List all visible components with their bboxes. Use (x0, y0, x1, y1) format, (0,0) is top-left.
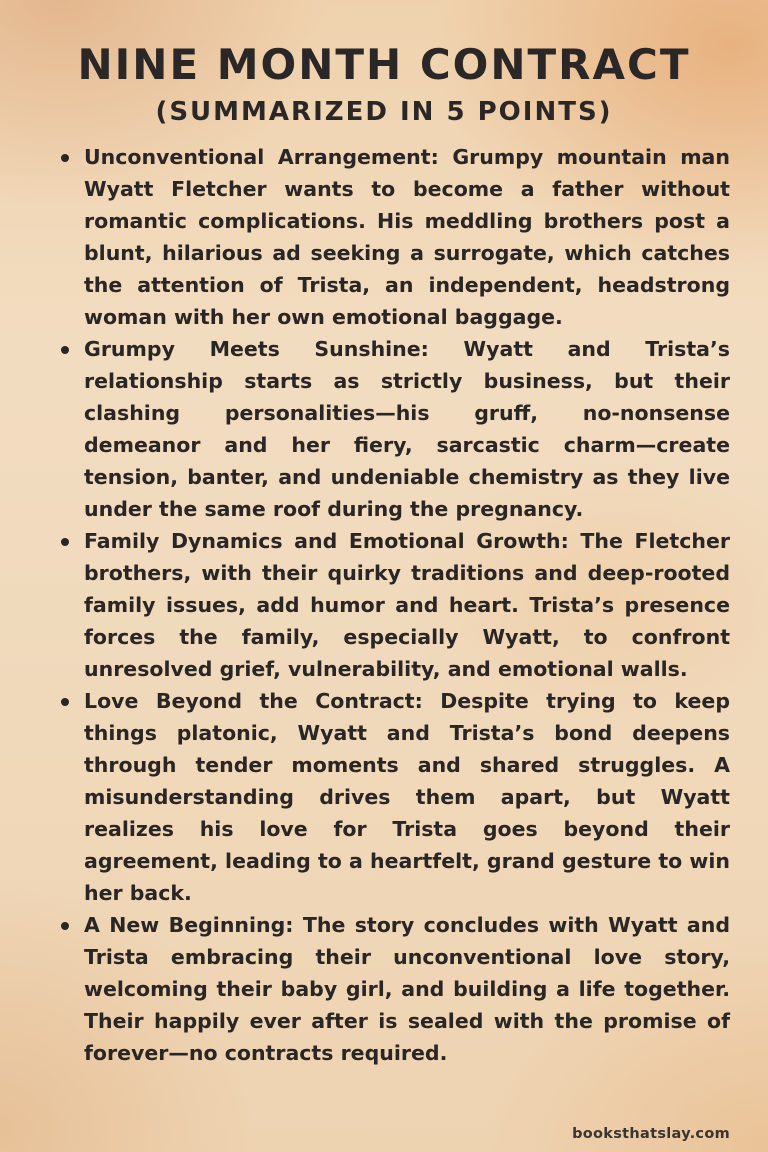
bullet-icon (61, 346, 69, 354)
summary-points-list (84, 141, 730, 1069)
summary-point-text: A New Beginning: The story concludes with Wyatt and Trista embracing their unconventional love story, welcoming their baby girl, and building a life together. Their happily ever after is sealed with the promise of forever—no contracts required. (84, 913, 730, 1065)
page-title: NINE MONTH CONTRACT (77, 40, 691, 89)
page-subtitle: (SUMMARIZED IN 5 POINTS) (155, 97, 613, 127)
summary-point-3 (84, 525, 730, 685)
bullet-icon (61, 698, 69, 706)
summary-point-text: Unconventional Arrangement: Grumpy mountain man Wyatt Fletcher wants to become a father without romantic complications. His meddling brothers post a blunt, hilarious ad seeking a surrogate, which catches the attention of Trista, an independent, headstrong woman with her own emotional baggage. (84, 145, 730, 329)
bullet-icon (61, 922, 69, 930)
summary-point-text: Family Dynamics and Emotional Growth: The Fletcher brothers, with their quirky traditions and deep-rooted family issues, add humor and heart. Trista’s presence forces the family, especially Wyatt, to confront unresolved grief, vulnerability, and emotional walls. (84, 529, 730, 681)
summary-point-text: Love Beyond the Contract: Despite trying to keep things platonic, Wyatt and Trista’s bond deepens through tender moments and shared struggles. A misunderstanding drives them apart, but Wyatt realizes his love for Trista goes beyond their agreement, leading to a heartfelt, grand gesture to win her back. (84, 689, 730, 905)
summary-point-4 (84, 685, 730, 909)
site-credit: booksthatslay.com (572, 1126, 730, 1142)
summary-point-text: Grumpy Meets Sunshine: Wyatt and Trista’s relationship starts as strictly business, but their clashing personalities—his gruff, no-nonsense demeanor and her fiery, sarcastic charm—create tension, banter, and undeniable chemistry as they live under the same roof during the pregnancy. (84, 337, 730, 521)
summary-point-5 (84, 909, 730, 1069)
summary-point-1 (84, 141, 730, 333)
bullet-icon (61, 538, 69, 546)
summary-point-2 (84, 333, 730, 525)
bullet-icon (61, 154, 69, 162)
